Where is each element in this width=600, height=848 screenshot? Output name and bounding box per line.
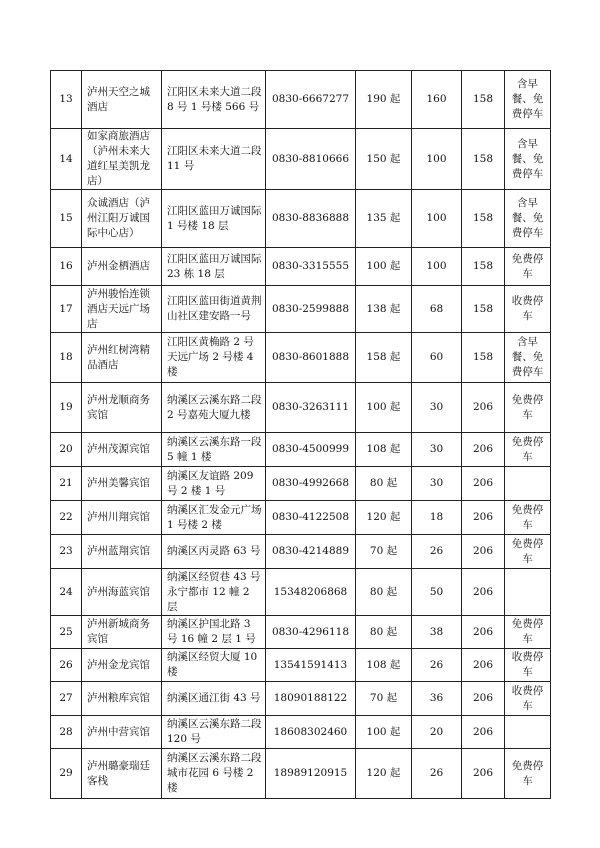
row-number: 17 [51,286,82,333]
table-row [51,501,551,535]
hotel-name: 泸州粮库宾馆 [82,682,162,716]
room-price: 80 起 [356,467,412,501]
room-price: 108 起 [356,433,412,467]
room-price: 80 起 [356,569,412,616]
distance-value: 30 [412,433,462,467]
room-price: 100 起 [356,248,412,286]
table-row [51,248,551,286]
distance-value: 50 [412,569,462,616]
distance-value: 26 [412,649,462,682]
distance-value: 26 [412,535,462,569]
room-price: 70 起 [356,682,412,716]
hotel-phone: 0830-6667277 [266,71,356,129]
code-value: 206 [462,649,505,682]
service-note: 收费停车 [505,649,551,682]
table-row [51,682,551,716]
table-row [51,383,551,433]
distance-value: 30 [412,383,462,433]
table-row [51,433,551,467]
room-price: 120 起 [356,501,412,535]
row-number: 16 [51,248,82,286]
hotel-phone: 18989120915 [266,749,356,799]
distance-value: 100 [412,129,462,190]
hotel-address: 纳溪区汇发金元广场 1 号楼 2 楼 [162,501,266,535]
table-row [51,535,551,569]
table-row [51,286,551,333]
hotel-name: 泸州美馨宾馆 [82,467,162,501]
hotel-address: 纳溪区经贸巷 43 号永宁都市 12 幢 2 层 [162,569,266,616]
hotel-name: 泸州红树湾精品酒店 [82,333,162,383]
hotel-phone: 18090188122 [266,682,356,716]
service-note [505,467,551,501]
distance-value: 60 [412,333,462,383]
service-note [505,716,551,749]
code-value: 206 [462,716,505,749]
hotel-phone: 0830-4500999 [266,433,356,467]
hotel-phone: 0830-4214889 [266,535,356,569]
room-price: 100 起 [356,383,412,433]
code-value: 158 [462,190,505,248]
code-value: 158 [462,286,505,333]
hotel-phone: 0830-4992668 [266,467,356,501]
row-number: 25 [51,616,82,649]
hotel-name: 泸州中营宾馆 [82,716,162,749]
table-row [51,616,551,649]
distance-value: 38 [412,616,462,649]
service-note: 免费停车 [505,248,551,286]
row-number: 18 [51,333,82,383]
code-value: 158 [462,333,505,383]
room-price: 108 起 [356,649,412,682]
row-number: 27 [51,682,82,716]
hotel-name: 泸州川翔宾馆 [82,501,162,535]
hotel-phone: 0830-3263111 [266,383,356,433]
hotel-phone: 0830-2599888 [266,286,356,333]
hotel-phone: 0830-8810666 [266,129,356,190]
distance-value: 30 [412,467,462,501]
hotel-name: 泸州金栖酒店 [82,248,162,286]
code-value: 206 [462,616,505,649]
service-note: 免费停车 [505,535,551,569]
row-number: 20 [51,433,82,467]
room-price: 190 起 [356,71,412,129]
hotel-address: 纳溪区经贸大厦 10 楼 [162,649,266,682]
code-value: 206 [462,467,505,501]
row-number: 19 [51,383,82,433]
hotel-name: 如家商旅酒店（泸州未来大道红星美凯龙店） [82,129,162,190]
code-value: 206 [462,433,505,467]
service-note: 含早餐、免费停车 [505,333,551,383]
service-note: 免费停车 [505,501,551,535]
service-note [505,569,551,616]
code-value: 206 [462,682,505,716]
row-number: 24 [51,569,82,616]
service-note: 免费停车 [505,433,551,467]
service-note: 收费停车 [505,286,551,333]
distance-value: 100 [412,190,462,248]
table-row [51,749,551,799]
distance-value: 68 [412,286,462,333]
row-number: 21 [51,467,82,501]
hotel-address: 江阳区未来大道二段 11 号 [162,129,266,190]
hotel-address: 纳溪区云溪东路二段 120 号 [162,716,266,749]
row-number: 22 [51,501,82,535]
hotel-name: 泸州璐豪瑞廷客栈 [82,749,162,799]
room-price: 138 起 [356,286,412,333]
room-price: 80 起 [356,616,412,649]
row-number: 29 [51,749,82,799]
code-value: 158 [462,248,505,286]
table-row [51,333,551,383]
row-number: 14 [51,129,82,190]
service-note: 免费停车 [505,383,551,433]
hotel-address: 纳溪区云溪东路二段城市花园 6 号楼 2 楼 [162,749,266,799]
hotel-phone: 0830-4296118 [266,616,356,649]
hotel-phone: 0830-8601888 [266,333,356,383]
hotel-phone: 0830-3315555 [266,248,356,286]
hotel-name: 泸州天空之城酒店 [82,71,162,129]
hotel-address: 江阳区未来大道二段 8 号 1 号楼 566 号 [162,71,266,129]
hotel-name: 泸州茂源宾馆 [82,433,162,467]
distance-value: 26 [412,749,462,799]
distance-value: 18 [412,501,462,535]
distance-value: 100 [412,248,462,286]
code-value: 206 [462,535,505,569]
hotel-address: 纳溪区丙灵路 63 号 [162,535,266,569]
table-row [51,649,551,682]
table-row [51,569,551,616]
hotel-address: 江阳区蓝田街道黄荆山社区建安路一号 [162,286,266,333]
hotel-phone: 13541591413 [266,649,356,682]
row-number: 26 [51,649,82,682]
room-price: 100 起 [356,716,412,749]
hotel-address: 纳溪区云溪东路一段 5 幢 1 楼 [162,433,266,467]
hotel-address: 江阳区蓝田万诚国际 23 栋 18 层 [162,248,266,286]
hotel-phone: 0830-8836888 [266,190,356,248]
distance-value: 20 [412,716,462,749]
hotel-phone: 15348206868 [266,569,356,616]
hotel-address: 纳溪区通江街 43 号 [162,682,266,716]
code-value: 206 [462,501,505,535]
room-price: 70 起 [356,535,412,569]
room-price: 150 起 [356,129,412,190]
hotel-address: 纳溪区云溪东路二段 2 号嘉苑大厦九楼 [162,383,266,433]
table-row [51,716,551,749]
room-price: 158 起 [356,333,412,383]
hotel-phone: 18608302460 [266,716,356,749]
row-number: 23 [51,535,82,569]
code-value: 206 [462,569,505,616]
hotel-name: 泸州金龙宾馆 [82,649,162,682]
row-number: 15 [51,190,82,248]
distance-value: 36 [412,682,462,716]
hotel-name: 泸州海蓝宾馆 [82,569,162,616]
row-number: 28 [51,716,82,749]
table-row [51,71,551,129]
room-price: 120 起 [356,749,412,799]
hotel-phone: 0830-4122508 [266,501,356,535]
code-value: 206 [462,383,505,433]
hotel-name: 泸州蓝翔宾馆 [82,535,162,569]
hotel-name: 泸州骏怡连锁酒店天远广场店 [82,286,162,333]
distance-value: 160 [412,71,462,129]
service-note: 含早餐、免费停车 [505,190,551,248]
table-row [51,129,551,190]
service-note: 含早餐、免费停车 [505,129,551,190]
service-note: 收费停车 [505,682,551,716]
service-note: 含早餐、免费停车 [505,71,551,129]
hotel-address: 江阳区黄桷路 2 号天远广场 2 号楼 4 楼 [162,333,266,383]
code-value: 158 [462,71,505,129]
code-value: 158 [462,129,505,190]
hotel-address: 江阳区蓝田万诚国际 1 号楼 18 层 [162,190,266,248]
code-value: 206 [462,749,505,799]
table-row [51,190,551,248]
hotel-name: 众诚酒店（泸州江阳万诚国际中心店） [82,190,162,248]
hotel-name: 泸州龙顺商务宾馆 [82,383,162,433]
hotel-table [50,70,551,799]
service-note: 免费停车 [505,616,551,649]
hotel-address: 纳溪区护国北路 3 号 16 幢 2 层 1 号 [162,616,266,649]
room-price: 135 起 [356,190,412,248]
service-note: 免费停车 [505,749,551,799]
hotel-address: 纳溪区友谊路 209 号 2 楼 1 号 [162,467,266,501]
hotel-name: 泸州新城商务宾馆 [82,616,162,649]
row-number: 13 [51,71,82,129]
table-row [51,467,551,501]
table-body [51,71,551,799]
